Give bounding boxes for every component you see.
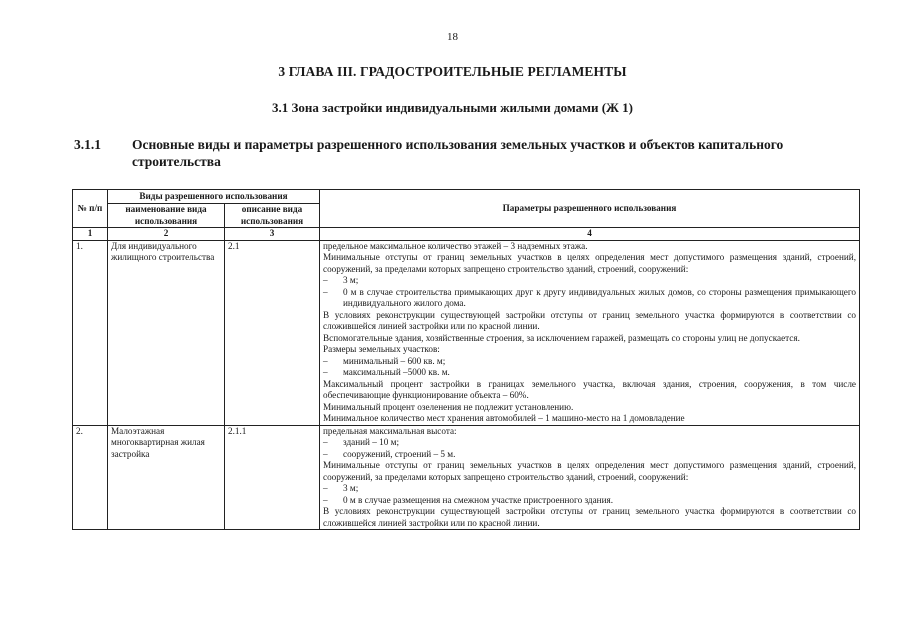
dash-bullet: – — [323, 494, 328, 505]
header-desc: описание вида использования — [225, 204, 320, 228]
param-line: В условиях реконструкции существующей застройки отступы от границ земельного участка формируются в соответствии со сложившейся линией застройки или по красной линии. — [323, 309, 856, 331]
dash-bullet: – — [323, 483, 328, 493]
row-number: 1. — [73, 240, 108, 425]
param-list-item — [323, 483, 856, 495]
param-line: Минимальное количество мест хранения автомобилей – 1 машино-место на 1 домовладение — [323, 413, 685, 423]
param-line: Максимальный процент застройки в границах земельного участка, включая здания, строения, сооружения, в том числе обеспечивающие функционирование объекта – 60%. — [323, 378, 856, 400]
dash-bullet: – — [323, 437, 328, 447]
header-params: Параметры разрешенного использования — [320, 190, 860, 228]
param-line: предельная максимальная высота: — [323, 425, 457, 436]
param-line: Вспомогательные здания, хозяйственные строения, за исключением гаражей, размещать со стороны улиц не допускается. — [323, 332, 800, 343]
usage-name: Для индивидуального жилищного строительства — [108, 240, 225, 425]
param-list-text: минимальный – 600 кв. м; — [343, 355, 446, 366]
param-line: Минимальный процент озеленения не подлежит установлению. — [323, 401, 574, 412]
usage-name: Малоэтажная многоквартирная жилая застройка — [108, 425, 225, 530]
section-heading: 3.1 Зона застройки индивидуальными жилыми домами (Ж 1) — [272, 100, 633, 115]
dash-bullet: – — [323, 286, 328, 297]
dash-bullet: – — [323, 275, 328, 285]
column-index-row — [73, 228, 860, 241]
param-list-item — [323, 287, 856, 310]
dash-bullet: – — [323, 367, 328, 377]
param-list-item — [323, 437, 856, 449]
param-list-text: 3 м; — [343, 483, 359, 493]
param-list-item — [323, 449, 856, 461]
param-list-text: сооружений, строений – 5 м. — [343, 448, 456, 459]
dash-bullet: – — [323, 448, 328, 459]
header-num: № п/п — [73, 190, 108, 228]
param-list-item — [323, 367, 856, 379]
header-usage-types: Виды разрешенного использования — [108, 190, 320, 204]
table-row — [73, 425, 860, 530]
param-list-text: зданий – 10 м; — [343, 437, 400, 447]
param-line: Минимальные отступы от границ земельных участков в целях определения мест допустимого размещения зданий, строений, сооружений, за пределами которых запрещено строительство зданий, строений, сооружений: — [323, 252, 856, 274]
param-list-item — [323, 495, 856, 507]
param-list-item — [323, 275, 856, 287]
usage-code: 2.1.1 — [225, 425, 320, 530]
index-cell: 4 — [320, 228, 860, 241]
index-cell: 2 — [108, 228, 225, 241]
param-line: Минимальные отступы от границ земельных участков в целях определения мест допустимого размещения зданий, строений, сооружений, за пределами которых запрещено строительство зданий, строений, сооружений: — [323, 460, 856, 482]
param-list-text: максимальный –5000 кв. м. — [343, 367, 450, 377]
index-cell: 1 — [73, 228, 108, 241]
param-line: предельное максимальное количество этажей – 3 надземных этажа. — [323, 240, 588, 251]
regulations-table — [72, 189, 860, 530]
dash-bullet: – — [323, 355, 328, 366]
usage-params — [320, 425, 860, 530]
table-row — [73, 240, 860, 425]
chapter-heading: 3 ГЛАВА III. ГРАДОСТРОИТЕЛЬНЫЕ РЕГЛАМЕНТЫ — [278, 64, 627, 79]
usage-code: 2.1 — [225, 240, 320, 425]
table-header-row — [73, 190, 860, 204]
param-list-text: 0 м в случае строительства примыкающих друг к другу индивидуальных жилых домов, со стороны размещения примыкающего индивидуального жилого дома. — [343, 286, 856, 308]
header-name: наименование вида использования — [108, 204, 225, 228]
page-number: 18 — [447, 31, 458, 43]
param-list-item — [323, 356, 856, 368]
usage-params — [320, 240, 860, 425]
row-number: 2. — [73, 425, 108, 530]
param-list-text: 3 м; — [343, 275, 359, 285]
index-cell: 3 — [225, 228, 320, 241]
param-line: В условиях реконструкции существующей застройки отступы от границ земельного участка формируются в соответствии со сложившейся линией застройки или по красной линии. — [323, 506, 856, 528]
param-line: Размеры земельных участков: — [323, 344, 440, 354]
param-list-text: 0 м в случае размещения на смежном участке пристроенного здания. — [343, 494, 614, 505]
subsection-title: Основные виды и параметры разрешенного использования земельных участков и объектов капитального строительства — [132, 137, 784, 169]
subsection-number: 3.1.1 — [74, 137, 101, 152]
